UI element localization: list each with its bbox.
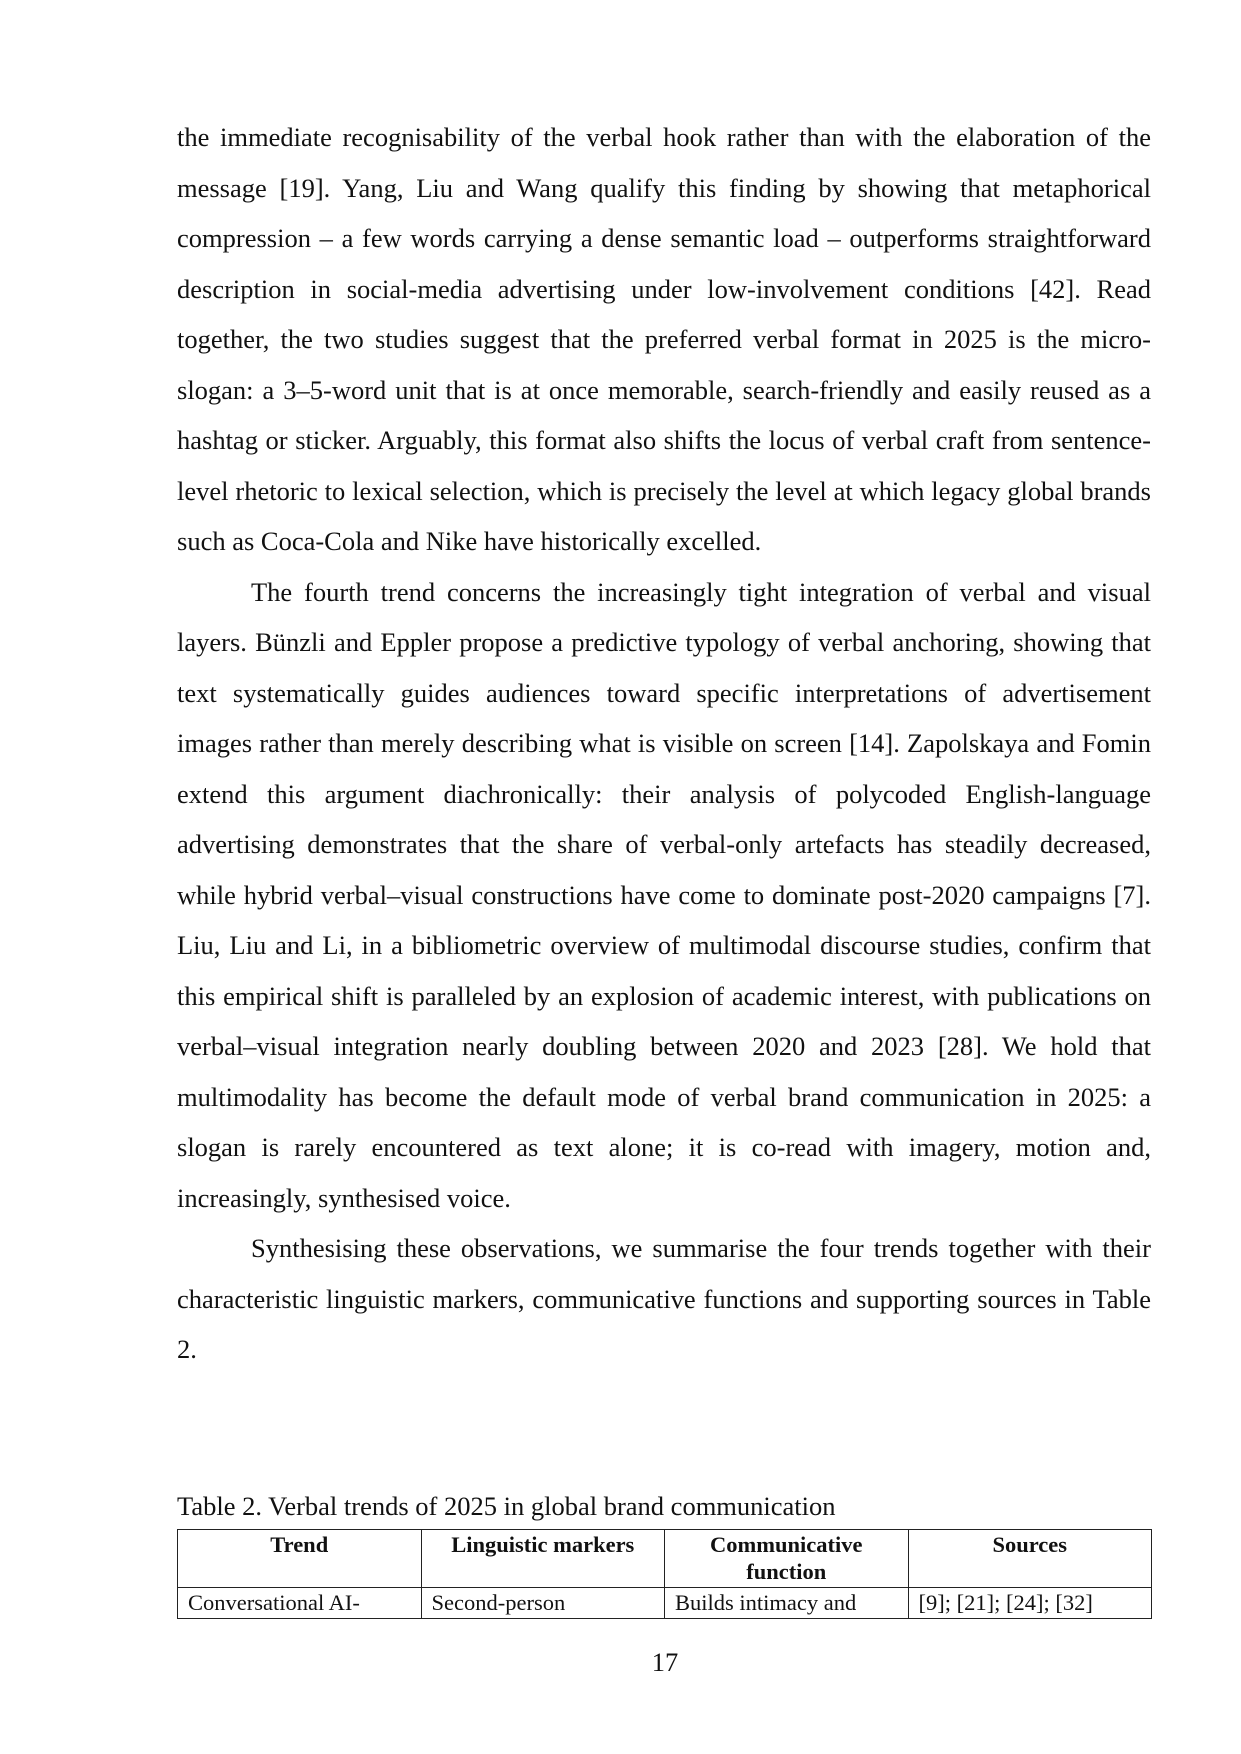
header-sources: Sources	[908, 1530, 1152, 1588]
paragraph-1: the immediate recognisability of the verbal hook rather than with the elaboration of the message [19]. Yang, Liu and Wang qualify this finding by showing that metaphorical compression – a few words carrying a dense semantic load – outperforms straightforward description in social-media advertising under low-involvement conditions [42]. Read together, the two studies suggest that the preferred verbal format in 2025 is the micro-slogan: a 3–5-word unit that is at once memorable, search-friendly and easily reused as a hashtag or sticker. Arguably, this format also shifts the locus of verbal craft from sentence-level rhetoric to lexical selection, which is precisely the level at which legacy global brands such as Coca-Cola and Nike have historically excelled.	[177, 122, 1151, 556]
table-cell: [9]; [21]; [24]; [32]	[908, 1588, 1152, 1619]
paragraph-3: Synthesising these observations, we summarise the four trends together with their characteristic linguistic markers, communicative functions and supporting sources in Table 2.	[177, 1233, 1151, 1364]
body-text	[177, 112, 1151, 1375]
table-cell: Builds intimacy and	[665, 1588, 909, 1619]
table-caption: Table 2. Verbal trends of 2025 in global brand communication	[177, 1491, 836, 1521]
page-number: 17	[651, 1647, 679, 1677]
verbal-trends-table	[177, 1529, 1152, 1619]
table-row	[178, 1588, 1152, 1619]
header-trend: Trend	[178, 1530, 422, 1588]
paragraph-2: The fourth trend concerns the increasingly tight integration of verbal and visual layers. Bünzli and Eppler propose a predictive typology of verbal anchoring, showing that text systematically guides audiences toward specific interpretations of advertisement images rather than merely describing what is visible on screen [14]. Zapolskaya and Fomin extend this argument diachronically: their analysis of polycoded English-language advertising demonstrates that the share of verbal-only artefacts has steadily decreased, while hybrid verbal–visual constructions have come to dominate post-2020 campaigns [7]. Liu, Liu and Li, in a bibliometric overview of multimodal discourse studies, confirm that this empirical shift is paralleled by an explosion of academic interest, with publications on verbal–visual integration nearly doubling between 2020 and 2023 [28]. We hold that multimodality has become the default mode of verbal brand communication in 2025: a slogan is rarely encountered as text alone; it is co-read with imagery, motion and, increasingly, synthesised voice.	[177, 576, 1151, 1213]
table-cell: Conversational AI-	[178, 1588, 422, 1619]
table-cell: Second-person	[421, 1588, 665, 1619]
header-communicative-function: Communicative function	[665, 1530, 909, 1588]
header-linguistic-markers: Linguistic markers	[421, 1530, 665, 1588]
table-header-row	[178, 1530, 1152, 1588]
